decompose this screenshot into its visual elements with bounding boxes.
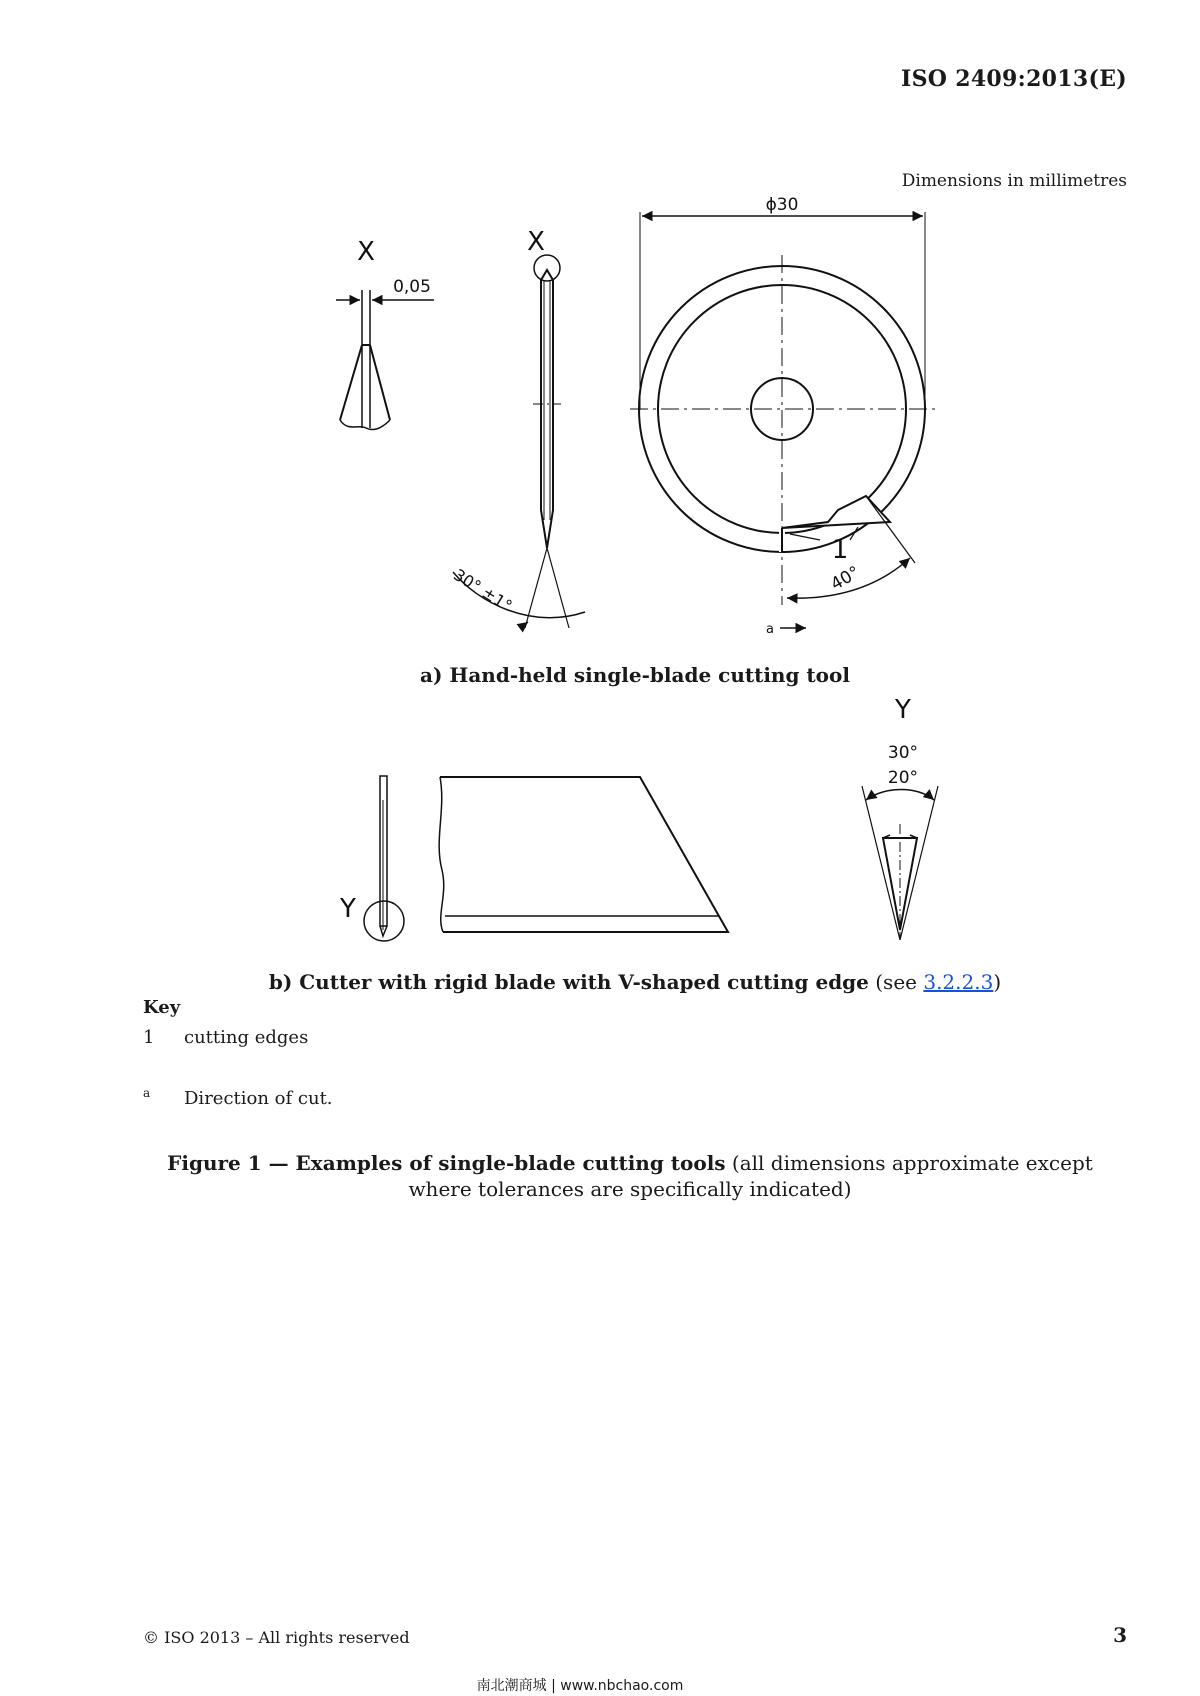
dim-0-05: 0,05 bbox=[393, 277, 431, 297]
label-x-detail: X bbox=[357, 237, 375, 267]
document-code: ISO 2409:2013(E) bbox=[901, 66, 1127, 92]
angle-20: 20° bbox=[887, 768, 919, 788]
detail-y-v-edge bbox=[862, 695, 938, 940]
footer-copyright: © ISO 2013 – All rights reserved bbox=[143, 1628, 410, 1647]
caption-a: a) Hand-held single-blade cutting tool bbox=[420, 663, 850, 687]
figure-title: Figure 1 — Examples of single-blade cutting tools (all dimensions approximate except where tolerances are specifically indicated) bbox=[167, 1151, 1093, 1201]
angle-40: 40° bbox=[827, 562, 864, 595]
angle-30: 30° bbox=[887, 743, 919, 763]
dim-diameter: ϕ30 bbox=[765, 195, 799, 215]
callout-1: 1 bbox=[831, 535, 849, 565]
direction-marker: a bbox=[766, 622, 774, 637]
label-y-left: Y bbox=[340, 894, 356, 924]
page-number: 3 bbox=[1113, 1623, 1127, 1647]
angle-30-tolerance: 30° ±1° bbox=[450, 565, 516, 616]
blade-side-view bbox=[450, 227, 585, 628]
detail-x-tip bbox=[336, 237, 434, 430]
key-title: Key bbox=[143, 997, 181, 1018]
watermark: 南北潮商城 | www.nbchao.com bbox=[476, 1678, 684, 1694]
label-y-top: Y bbox=[895, 695, 911, 725]
circular-blade bbox=[630, 195, 940, 637]
label-x-blade: X bbox=[527, 227, 545, 257]
key-item-a: a Direction of cut. bbox=[143, 1086, 333, 1109]
caption-b: b) Cutter with rigid blade with V-shaped cutting edge (see 3.2.2.3) bbox=[268, 970, 1002, 994]
dimensions-note: Dimensions in millimetres bbox=[901, 171, 1127, 191]
section-link[interactable]: 3.2.2.3 bbox=[923, 970, 994, 994]
rigid-blade-front bbox=[439, 777, 728, 932]
key-item-1: 1 cutting edges bbox=[143, 1027, 309, 1048]
rigid-blade-side bbox=[339, 776, 404, 941]
